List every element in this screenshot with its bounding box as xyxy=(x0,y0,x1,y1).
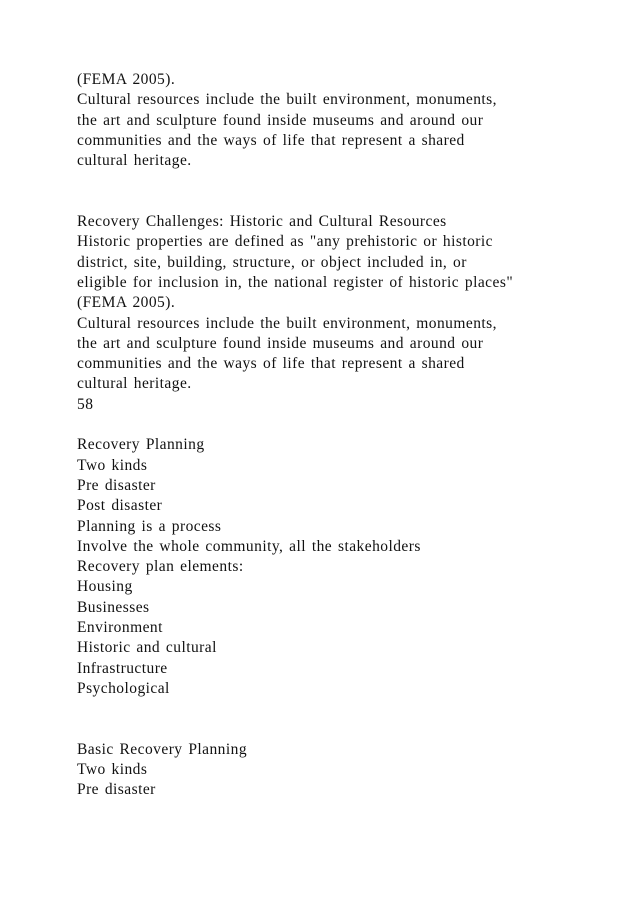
slide-number: 58 xyxy=(77,395,94,413)
list-item: Pre disaster xyxy=(77,781,156,799)
text-line: district, site, building, structure, or object included in, or xyxy=(77,253,467,271)
text-line: the art and sculpture found inside museums and around our xyxy=(77,334,484,352)
text-line: cultural heritage. xyxy=(77,375,192,393)
document-text xyxy=(77,70,617,801)
section-recovery-planning xyxy=(77,435,617,699)
text-line: communities and the ways of life that represent a shared xyxy=(77,355,465,373)
list-item: Housing xyxy=(77,578,133,596)
list-item: Two kinds xyxy=(77,761,148,779)
section-recovery-challenges xyxy=(77,212,617,415)
text-line: (FEMA 2005). xyxy=(77,71,176,88)
text-line: cultural heritage. xyxy=(77,152,192,170)
section-heading: Basic Recovery Planning xyxy=(77,740,248,758)
list-item: Involve the whole community, all the stakeholders xyxy=(77,537,421,555)
section-heading: Recovery Planning xyxy=(77,436,205,454)
text-line: eligible for inclusion in, the national register of historic places" xyxy=(77,273,514,291)
text-line: Cultural resources include the built environment, monuments, xyxy=(77,314,497,332)
list-item: Recovery plan elements: xyxy=(77,558,244,576)
list-item: Planning is a process xyxy=(77,517,222,535)
section-heading: Recovery Challenges: Historic and Cultural Resources xyxy=(77,213,447,231)
list-item: Environment xyxy=(77,619,163,637)
list-item: Businesses xyxy=(77,598,150,616)
list-item: Pre disaster xyxy=(77,476,156,494)
blank-line xyxy=(77,699,617,719)
blank-line xyxy=(77,192,617,212)
blank-line xyxy=(77,720,617,740)
section-cultural-resources-continued xyxy=(77,70,617,171)
blank-line xyxy=(77,415,617,435)
text-line: Cultural resources include the built environment, monuments, xyxy=(77,91,497,109)
list-item: Psychological xyxy=(77,679,170,697)
text-line: communities and the ways of life that represent a shared xyxy=(77,131,465,149)
text-line: (FEMA 2005). xyxy=(77,294,176,312)
section-basic-recovery-planning xyxy=(77,740,617,801)
list-item: Post disaster xyxy=(77,497,163,515)
text-line: the art and sculpture found inside museums and around our xyxy=(77,111,484,129)
text-line: Historic properties are defined as "any prehistoric or historic xyxy=(77,233,493,251)
list-item: Two kinds xyxy=(77,456,148,474)
list-item: Infrastructure xyxy=(77,659,168,677)
blank-line xyxy=(77,171,617,191)
list-item: Historic and cultural xyxy=(77,639,217,657)
